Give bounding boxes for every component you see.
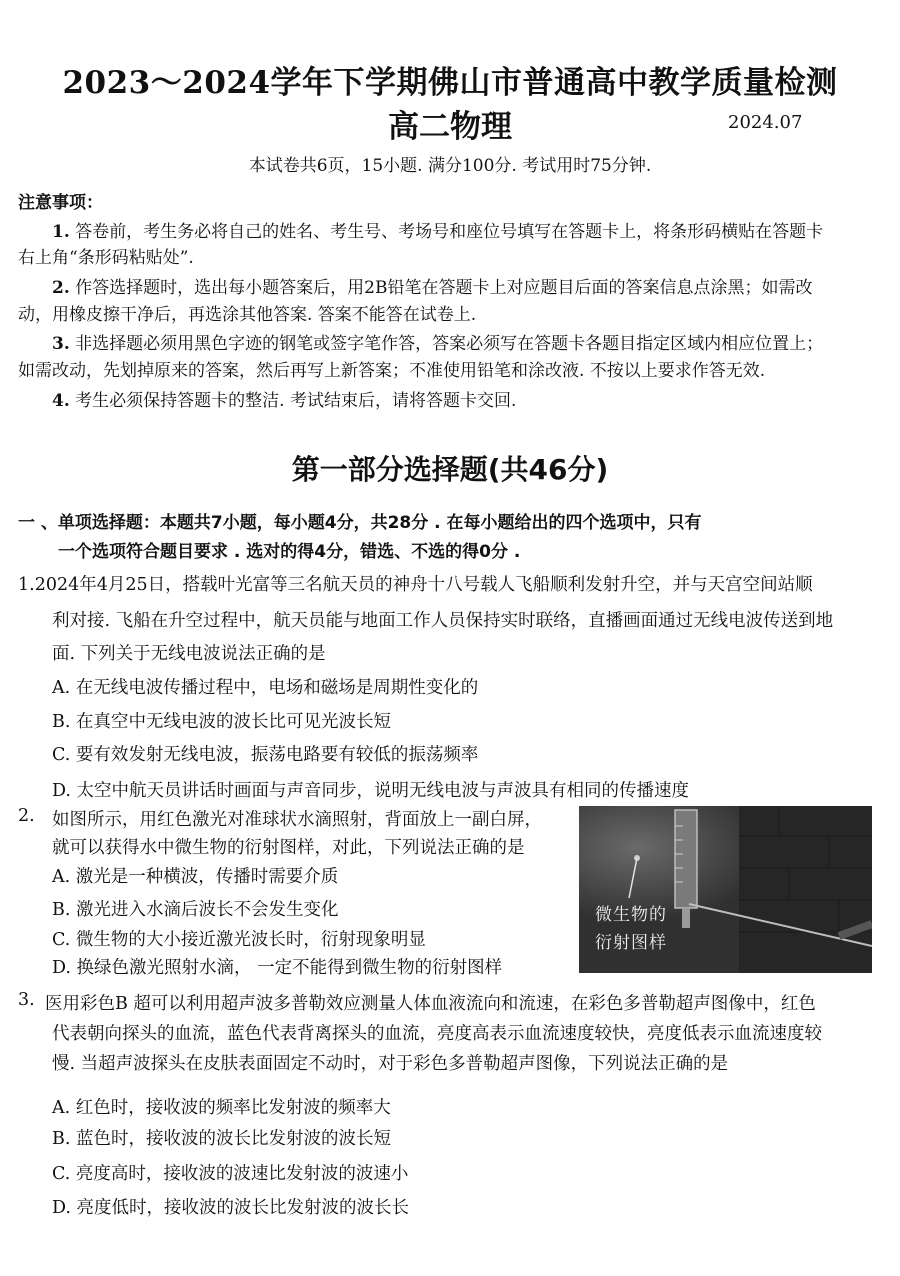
notice-item-4-line1: [52, 386, 516, 411]
question-1-line3: 面. 下列关于无线电波说法正确的是: [52, 644, 326, 664]
notice-item-number: 2.: [52, 278, 70, 298]
notice-item-text: 非选择题必须用黑色字迹的钢笔或签字笔作答，答案必须写在答题卡各题目指定区域内相应位置上；: [75, 334, 824, 354]
question-1-option-d: D. 太空中航天员讲话时画面与声音同步，说明无线电波与声波具有相同的传播速度: [52, 781, 690, 801]
question-3-line1: 医用彩色B 超可以利用超声波多普勒效应测量人体血液流向和流速，在彩色多普勒超声图像中，红色: [45, 994, 816, 1014]
question-2-number: 2.: [18, 806, 35, 826]
exam-date: 2024.07: [728, 112, 803, 133]
notice-item-number: 1.: [52, 222, 70, 242]
diffraction-photo: [579, 806, 872, 973]
question-3-option-b: B. 蓝色时，接收波的波长比发射波的波长短: [52, 1129, 391, 1149]
question-3-option-d: D. 亮度低时，接收波的波长比发射波的波长长: [52, 1198, 410, 1218]
notice-item-3-line2: 如需改动，先划掉原来的答案，然后再写上新答案；不准使用铅笔和涂改液. 不按以上要求作答无效.: [18, 361, 766, 381]
notice-item-3-line1: [52, 329, 823, 354]
exam-subject: 高二物理: [388, 109, 512, 145]
question-2-option-d: D. 换绿色激光照射水滴， 一定不能得到微生物的衍射图样: [52, 958, 503, 978]
exam-info: 本试卷共6页，15小题. 满分100分. 考试用时75分钟.: [248, 156, 652, 176]
question-2-option-c: C. 微生物的大小接近激光波长时，衍射现象明显: [52, 930, 426, 950]
notice-item-1-line2: 右上角“条形码粘贴处”.: [18, 248, 194, 268]
notice-item-number: 4.: [52, 391, 70, 411]
section-instruction-line2: 一个选项符合题目要求 . 选对的得4分，错选、不选的得0分 .: [58, 542, 521, 562]
question-3-number: 3.: [18, 990, 35, 1010]
question-3-line3: 慢. 当超声波探头在皮肤表面固定不动时，对于彩色多普勒超声图像，下列说法正确的是: [52, 1054, 729, 1074]
question-number: 1.: [18, 575, 35, 595]
notice-heading: 注意事项：: [18, 193, 103, 213]
question-2-option-a: A. 激光是一种横波，传播时需要介质: [52, 867, 339, 887]
question-1-line1: [18, 571, 813, 596]
part-heading: 第一部分选择题(共46分): [291, 453, 609, 486]
question-2-option-b: B. 激光进入水滴后波长不会发生变化: [52, 900, 339, 920]
question-2-line1: 如图所示，用红色激光对准球状水滴照射，背面放上一副白屏，: [52, 810, 542, 830]
notice-item-2-line1: [52, 273, 812, 298]
question-1-option-c: C. 要有效发射无线电波，振荡电路要有较低的振荡频率: [52, 745, 479, 765]
question-3-option-c: C. 亮度高时，接收波的波速比发射波的波速小: [52, 1164, 409, 1184]
notice-item-1-line1: [52, 217, 823, 242]
notice-item-number: 3.: [52, 334, 70, 354]
question-1-option-a: A. 在无线电波传播过程中，电场和磁场是周期性变化的: [52, 678, 479, 698]
notice-item-2-line2: 动，用橡皮擦干净后，再选涂其他答案. 答案不能答在试卷上.: [18, 305, 477, 325]
figure-label-line2: 衍射图样: [595, 933, 667, 953]
question-1-option-b: B. 在真空中无线电波的波长比可见光波长短: [52, 712, 391, 732]
exam-title: 2023～2024学年下学期佛山市普通高中教学质量检测: [62, 65, 838, 101]
question-text: 2024年4月25日，搭载叶光富等三名航天员的神舟十八号载人飞船顺利发射升空，并与天宫空间站顺: [34, 575, 813, 595]
notice-item-text: 答卷前，考生务必将自己的姓名、考生号、考场号和座位号填写在答题卡上，将条形码横贴在答题卡: [75, 222, 824, 242]
question-2-line2: 就可以获得水中微生物的衍射图样，对此，下列说法正确的是: [52, 838, 525, 858]
section-instruction-line1: 一 、单项选择题：本题共7小题，每小题4分，共28分 . 在每小题给出的四个选项中，只有: [18, 513, 702, 533]
notice-item-text: 考生必须保持答题卡的整洁. 考试结束后，请将答题卡交回.: [75, 391, 517, 411]
figure-label-line1: 微生物的: [595, 905, 667, 925]
notice-item-text: 作答选择题时，选出每小题答案后，用2B铅笔在答题卡上对应题目后面的答案信息点涂黑；如需改: [75, 278, 813, 298]
question-1-line2: 利对接. 飞船在升空过程中，航天员能与地面工作人员保持实时联络，直播画面通过无线电波传送到地: [52, 611, 834, 631]
question-3-option-a: A. 红色时，接收波的频率比发射波的频率大: [52, 1098, 391, 1118]
question-3-line2: 代表朝向探头的血流，蓝色代表背离探头的血流，亮度高表示血流速度较快，亮度低表示血流速度较: [52, 1024, 822, 1044]
